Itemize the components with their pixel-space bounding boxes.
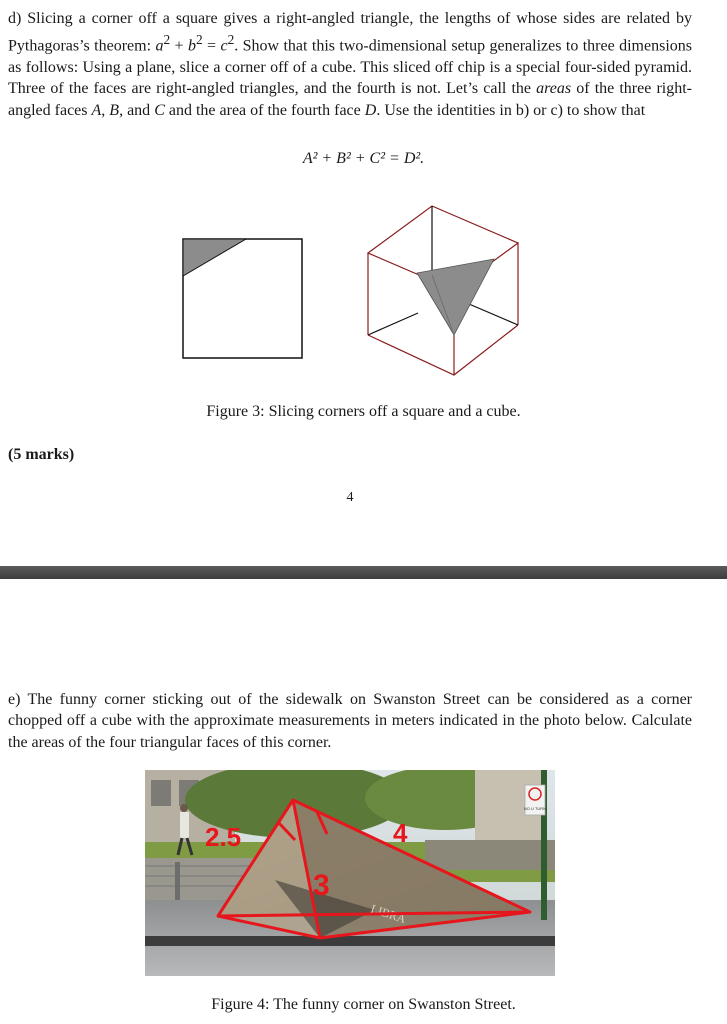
page-divider (0, 566, 727, 579)
cube-sliced-corner (417, 259, 494, 335)
label-3: 3 (313, 869, 330, 902)
label-4: 4 (393, 818, 408, 848)
marks-label: (5 marks) (8, 446, 75, 463)
figure-3-caption: Figure 3: Slicing corners off a square and a cube. (206, 403, 521, 420)
swanston-street-photo (145, 770, 555, 976)
equation: A² + B² + C² = D². (302, 150, 425, 167)
part-e-text: e) The funny corner sticking out of the sidewalk on Swanston Street can be considered as a corner chopped off a cube with the approximate measurements in meters indicated in the photo below. Calculate the areas of the four triangular faces of this corner. (8, 691, 692, 751)
kerb (145, 936, 555, 946)
building-inscription: LIBRA (369, 901, 408, 926)
cube-figure (362, 203, 522, 383)
square-figure (182, 238, 304, 360)
label-2-5: 2.5 (205, 822, 242, 852)
cube-bottom-edges (368, 325, 518, 375)
pedestrian (180, 812, 189, 838)
part-d-text: d) Slicing a corner off a square gives a right-angled triangle, the lengths of whose sides are related by Pythagoras’s theorem: $a^2 + b^2 = c^2$. Show that this two-dimensional setup generalizes to three dimensions as follows: Using a plane, slice a corner off of a cube. This sliced off chip is a special four-sided pyramid. Three of the faces are right-angled triangles, and the fourth is not. Let’s call the areas of the three right-angled faces A, B, and C and the area of the fourth face D. Use the identities in b) or c) to show that (8, 10, 693, 119)
figure-4-caption: Figure 4: The funny corner on Swanston Street. (211, 996, 516, 1013)
cube-hidden-edge (368, 313, 418, 335)
page-number: 4 (346, 490, 354, 505)
sign-text: NO U TURN (523, 806, 547, 811)
